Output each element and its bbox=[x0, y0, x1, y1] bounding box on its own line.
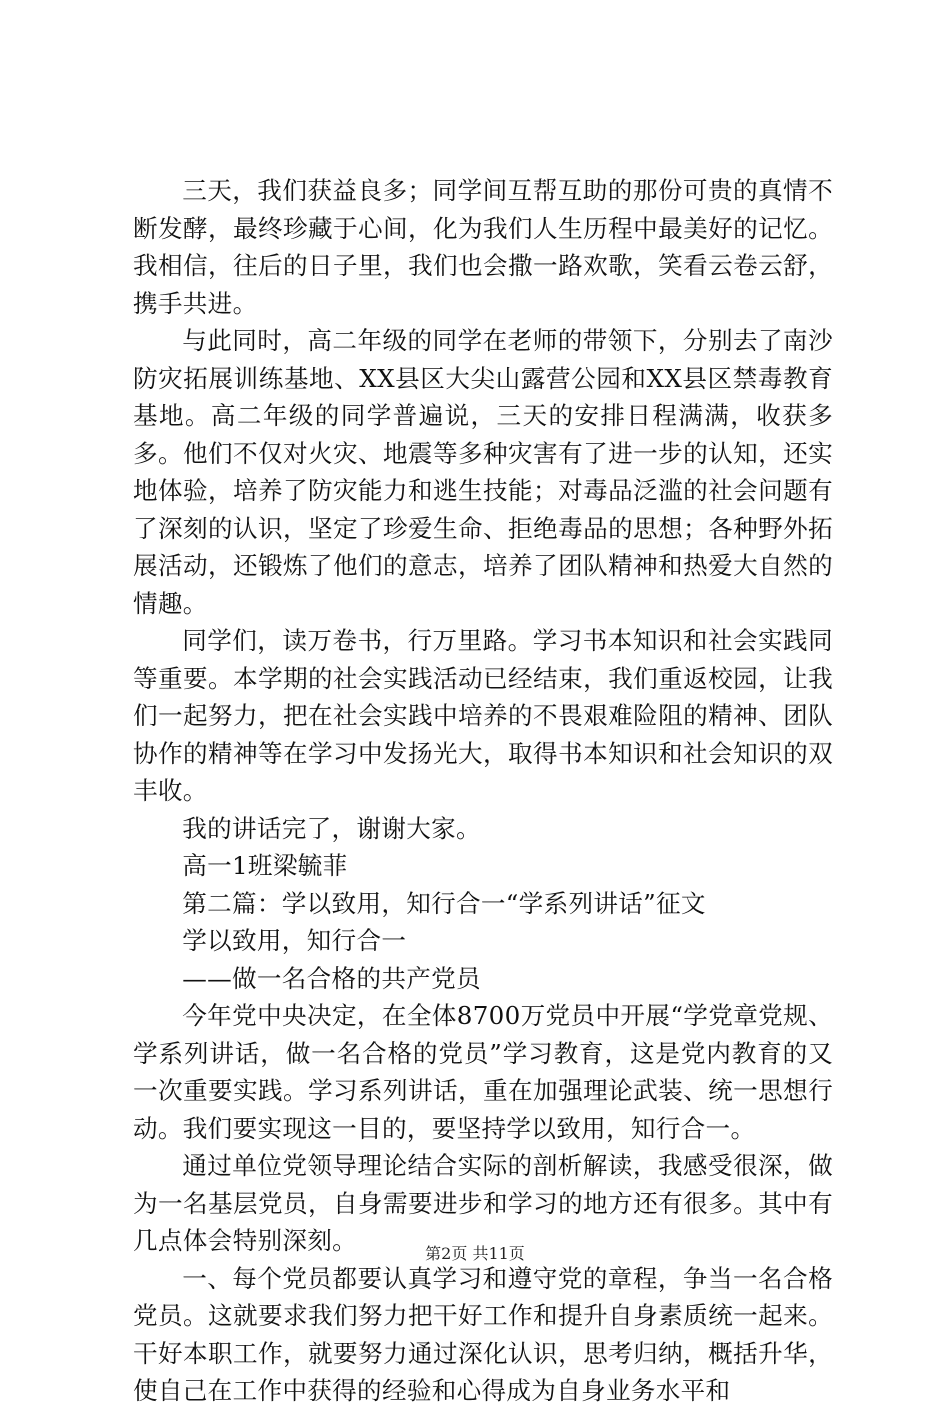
page-number-footer: 第2页 共11页 bbox=[425, 1244, 525, 1263]
paragraph-grade-two-activities: 与此同时，高二年级的同学在老师的带领下，分别去了南沙防灾拓展训练基地、XX县区大尖山露营公园和XX县区禁毒教育基地。高二年级的同学普遍说，三天的安排日程满满，收获多多。他们不仅对火灾、地震等多种灾害有了进一步的认知，还实地体验，培养了防灾能力和逃生技能；对毒品泛滥的社会问题有了深刻的认识，坚定了珍爱生命、拒绝毒品的思想；各种野外拓展活动，还锻炼了他们的意志，培养了团队精神和热爱大自然的情趣。 bbox=[133, 326, 833, 618]
paragraph-summary-gains: 三天，我们获益良多；同学间互帮互助的那份可贵的真情不断发酵，最终珍藏于心间，化为我们人生历程中最美好的记忆。我相信，往后的日子里，我们也会撒一路欢歌，笑看云卷云舒，携手共进。 bbox=[133, 176, 833, 318]
paragraph-closing-remark: 我的讲话完了，谢谢大家。 bbox=[182, 813, 481, 843]
article-subtitle: ——做一名合格的共产党员 bbox=[182, 963, 481, 993]
paragraph-personal-reflection: 通过单位党领导理论结合实际的剖析解读，我感受很深，做为一名基层党员，自身需要进步和学习的地方还有很多。其中有几点体会特别深刻。 bbox=[133, 1151, 833, 1255]
section-title-second-article: 第二篇：学以致用，知行合一“学系列讲话”征文 bbox=[182, 888, 706, 918]
paragraph-reading-and-practice: 同学们，读万卷书，行万里路。学习书本知识和社会实践同等重要。本学期的社会实践活动已经结束，我们重返校园，让我们一起努力，把在社会实践中培养的不畏艰难险阻的精神、团队协作的精神等在学习中发扬光大，取得书本知识和社会知识的双丰收。 bbox=[133, 626, 833, 805]
article-title: 学以致用，知行合一 bbox=[182, 926, 407, 955]
paragraph-speaker-signature: 高一1班梁毓菲 bbox=[182, 851, 348, 880]
document-body bbox=[133, 172, 833, 1410]
paragraph-point-one: 一、每个党员都要认真学习和遵守党的章程，争当一名合格党员。这就要求我们努力把干好工作和提升自身素质统一起来。干好本职工作，就要努力通过深化认识，思考归纳，概括升华，使自己在工作中获得的经验和心得成为自身业务水平和 bbox=[133, 1263, 833, 1405]
paragraph-central-decision: 今年党中央决定，在全体8700万党员中开展“学党章党规、学系列讲话，做一名合格的党员”学习教育，这是党内教育的又一次重要实践。学习系列讲话，重在加强理论武装、统一思想行动。我们要实现这一目的，要坚持学以致用，知行合一。 bbox=[133, 1001, 833, 1143]
